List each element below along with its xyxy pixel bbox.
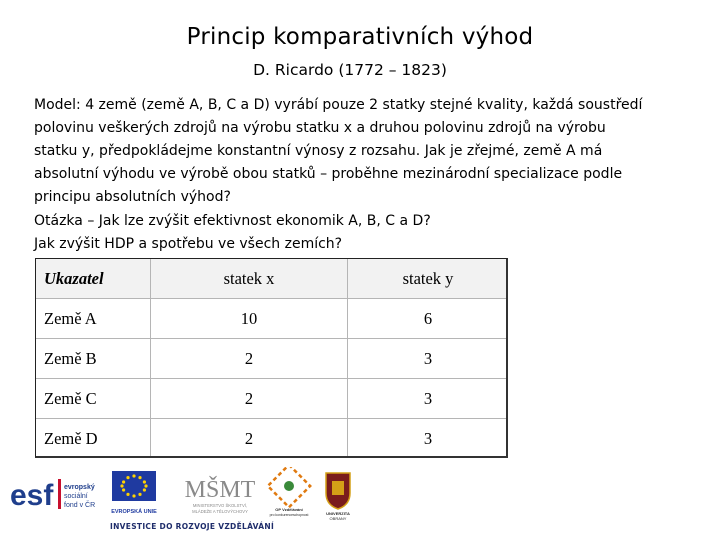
question-line: Otázka – Jak lze zvýšit efektivnost ekonomik A, B, C a D?	[34, 213, 431, 229]
model-line: principu absolutních výhod?	[34, 189, 231, 205]
slide-title: Princip komparativních výhod	[186, 24, 534, 50]
esf-logo-icon	[8, 471, 104, 519]
header-statek-x: statek x	[151, 259, 348, 299]
header-statek-y: statek y	[348, 259, 509, 299]
cell-value: 3	[348, 379, 509, 419]
row-label: Země B	[36, 339, 151, 379]
model-line: statku y, předpokládejme konstantní výnosy z rozsahu. Jak je zřejmé, země A má	[34, 143, 603, 159]
comparison-table	[36, 259, 508, 458]
svg-text:MINISTERSTVO ŠKOLSTVÍ,: MINISTERSTVO ŠKOLSTVÍ,	[192, 503, 248, 508]
svg-text:MLÁDEŽE A TĚLOVÝCHOVY: MLÁDEŽE A TĚLOVÝCHOVY	[192, 509, 248, 514]
op-vk-logo-icon	[264, 467, 314, 521]
esf-logo-text: esf	[10, 479, 54, 512]
table-row	[36, 419, 508, 459]
eu-flag-icon	[108, 469, 160, 519]
table-row	[36, 339, 508, 379]
model-line: Model: 4 země (země A, B, C a D) vyrábí pouze 2 statky stejné kvality, každá soustředí	[34, 97, 643, 113]
question-paragraph	[34, 210, 684, 256]
eu-label: EVROPSKÁ UNIE	[111, 509, 157, 515]
row-label: Země C	[36, 379, 151, 419]
cell-value: 10	[151, 299, 348, 339]
row-label: Země A	[36, 299, 151, 339]
msmt-logo-text: MŠMT	[184, 477, 256, 503]
cell-value: 2	[151, 339, 348, 379]
cell-value: 3	[348, 339, 509, 379]
logo-strip	[0, 465, 365, 540]
svg-text:UNIVERZITA: UNIVERZITA	[326, 511, 350, 516]
table-row	[36, 379, 508, 419]
svg-text:OP Vzdělávání: OP Vzdělávání	[275, 507, 303, 512]
university-crest-icon	[318, 469, 358, 521]
svg-text:pro konkurenceschopnost: pro konkurenceschopnost	[269, 513, 309, 517]
question-line: Jak zvýšit HDP a spotřebu ve všech zemích?	[34, 236, 343, 252]
slide-subtitle: D. Ricardo (1772 – 1823)	[253, 61, 447, 79]
investment-caption: INVESTICE DO ROZVOJE VZDĚLÁVÁNÍ	[110, 522, 275, 531]
cell-value: 3	[423, 428, 433, 448]
table-header-row	[36, 259, 508, 299]
header-ukazatel: Ukazatel	[36, 259, 151, 299]
svg-text:sociální: sociální	[64, 493, 88, 500]
model-line: polovinu veškerých zdrojů na výrobu statku x a druhou polovinu zdrojů na výrobu	[34, 120, 606, 136]
model-paragraph	[34, 94, 684, 209]
msmt-logo-icon	[180, 467, 260, 521]
model-line: absolutní výhodu ve výrobě obou statků – proběhne mezinárodní specializace podle	[34, 166, 623, 182]
cell-value: 2	[151, 419, 348, 459]
svg-text:fond v ČR: fond v ČR	[64, 502, 96, 509]
row-label: Země D	[36, 419, 151, 459]
svg-text:evropský: evropský	[64, 484, 95, 491]
cell-value: 2	[151, 379, 348, 419]
cell-value: 6	[348, 299, 509, 339]
svg-text:OBRANY: OBRANY	[329, 516, 347, 521]
table-row	[36, 299, 508, 339]
